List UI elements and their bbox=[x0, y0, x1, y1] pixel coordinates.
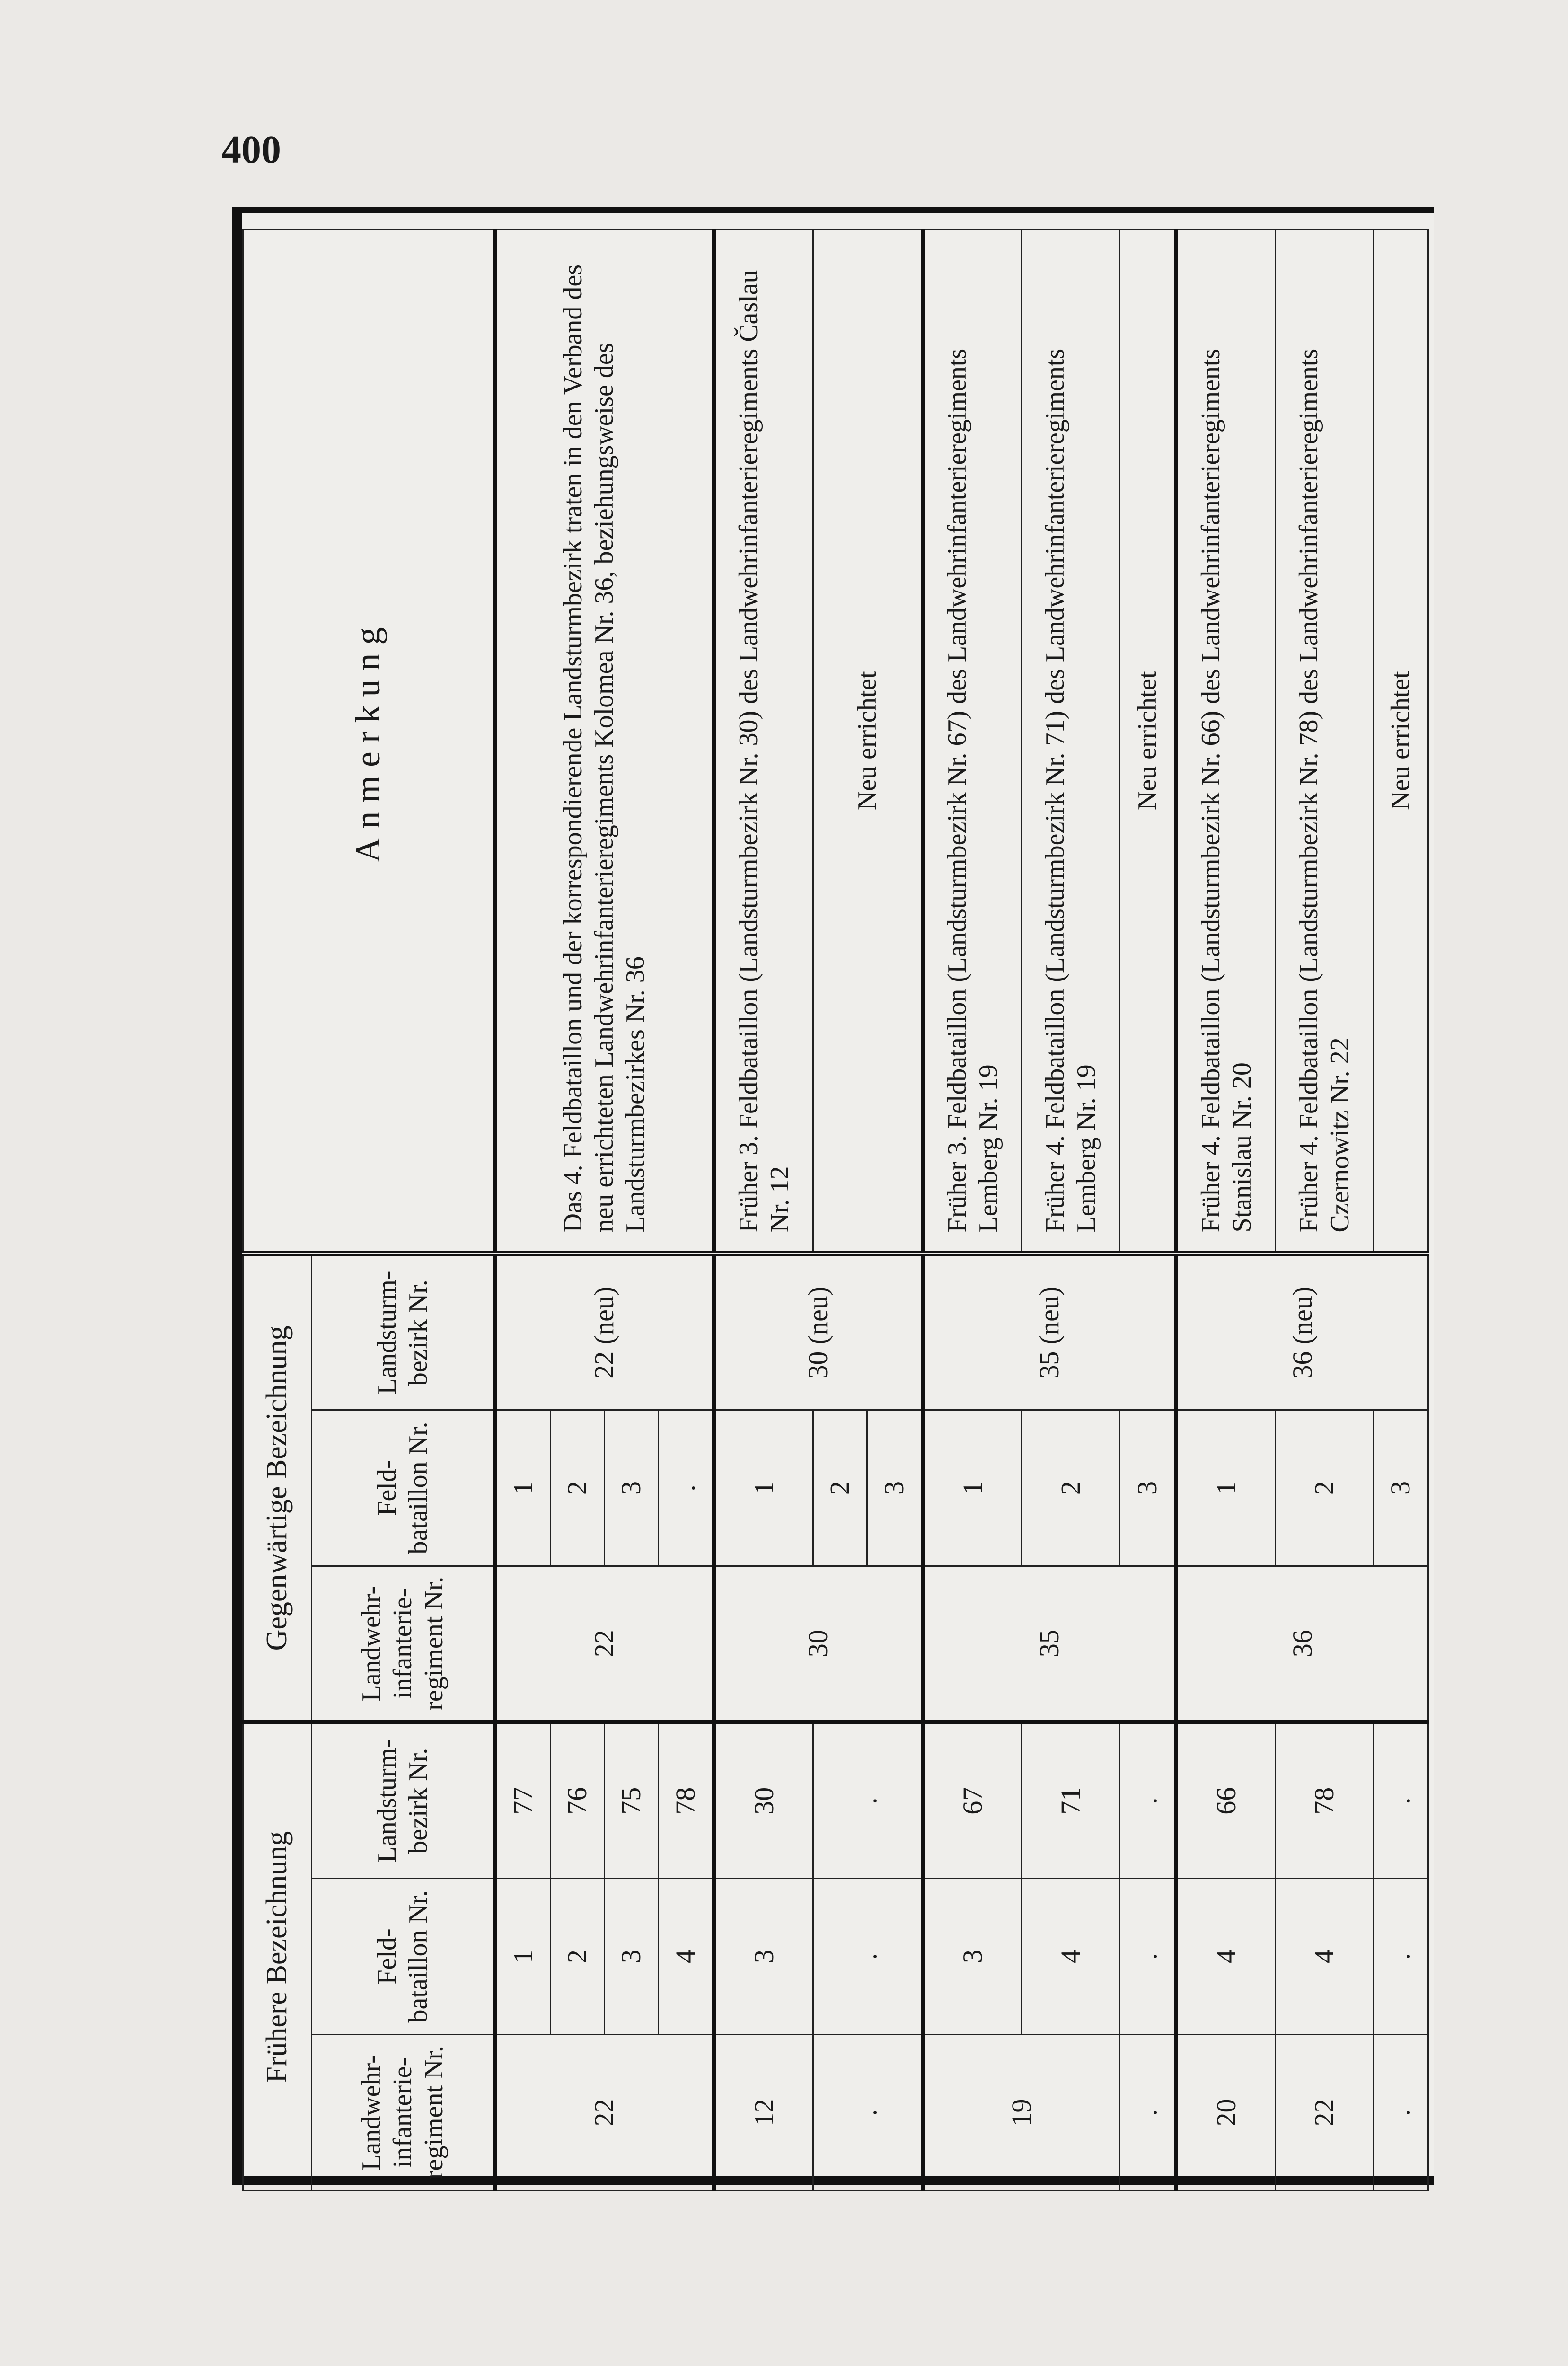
cur-lsb-cell: 36 (neu) bbox=[1176, 1254, 1428, 1410]
note-cell: Das 4. Feldbataillon und der korrespondierende Landsturmbezirk traten in den Verband des neu errichteten Landwehrinfanterieregiments Kolomea Nr. 36, beziehungsweise des Landsturmbezirkes Nr. 36 bbox=[495, 230, 714, 1254]
old-lir-cell: 22 bbox=[1276, 2035, 1373, 2191]
cur-lsb-cell: 22 (neu) bbox=[495, 1254, 714, 1410]
cur-fb-cell: 2 bbox=[813, 1410, 867, 1566]
old-lir-cell: . bbox=[1119, 2035, 1176, 2191]
old-lsb-cell: . bbox=[1119, 1722, 1176, 1878]
table-row bbox=[495, 230, 550, 2191]
old-fb-cell: 4 bbox=[1022, 1879, 1119, 2035]
old-lir-cell: 22 bbox=[495, 2035, 714, 2191]
table-row bbox=[1373, 230, 1428, 2191]
note-cell: Früher 3. Feldbataillon (Landsturmbezirk Nr. 67) des Landwehrinfanterieregiments Lemberg Nr. 19 bbox=[923, 230, 1022, 1254]
old-fb-cell: 3 bbox=[604, 1879, 658, 2035]
old-lsb-cell: . bbox=[1373, 1722, 1428, 1878]
cur-fb-cell: 3 bbox=[1373, 1410, 1428, 1566]
cur-fb-cell: 3 bbox=[1119, 1410, 1176, 1566]
cur-lir-cell: 22 bbox=[495, 1566, 714, 1722]
header-old-fb: Feld-bataillon Nr. bbox=[312, 1879, 495, 2035]
old-lir-cell: 12 bbox=[714, 2035, 813, 2191]
cur-lir-cell: 36 bbox=[1176, 1566, 1428, 1722]
old-lir-cell: . bbox=[1373, 2035, 1428, 2191]
table-row bbox=[1276, 230, 1373, 2191]
old-fb-cell: 2 bbox=[550, 1879, 604, 2035]
note-cell: Früher 4. Feldbataillon (Landsturmbezirk Nr. 71) des Landwehrinfanterieregiments Lemberg Nr. 19 bbox=[1022, 230, 1119, 1254]
header-cur-fb: Feld-bataillon Nr. bbox=[312, 1410, 495, 1566]
old-lsb-cell: 76 bbox=[550, 1722, 604, 1878]
cur-lir-cell: 30 bbox=[714, 1566, 923, 1722]
rotated-table-wrapper bbox=[242, 213, 1444, 2191]
old-lsb-cell: 66 bbox=[1176, 1722, 1276, 1878]
old-lsb-cell: 78 bbox=[1276, 1722, 1373, 1878]
cur-lsb-cell: 35 (neu) bbox=[923, 1254, 1176, 1410]
header-fruehere: Frühere Bezeichnung bbox=[243, 1722, 312, 2190]
cur-lsb-cell: 30 (neu) bbox=[714, 1254, 923, 1410]
note-cell: Neu errichtet bbox=[813, 230, 923, 1254]
old-lir-cell: 20 bbox=[1176, 2035, 1276, 2191]
cur-fb-cell: 2 bbox=[1276, 1410, 1373, 1566]
note-cell: Früher 4. Feldbataillon (Landsturmbezirk Nr. 78) des Landwehrinfanterieregiments Czernowitz Nr. 22 bbox=[1276, 230, 1373, 1254]
table-row bbox=[1176, 230, 1276, 2191]
table-row bbox=[714, 230, 813, 2191]
old-fb-cell: 4 bbox=[658, 1879, 714, 2035]
header-cur-lir: Landwehr-infanterie-regiment Nr. bbox=[312, 1566, 495, 1722]
old-fb-cell: 3 bbox=[923, 1879, 1022, 2035]
cur-fb-cell: 1 bbox=[495, 1410, 550, 1566]
old-lsb-cell: 77 bbox=[495, 1722, 550, 1878]
old-fb-cell: . bbox=[1373, 1879, 1428, 2035]
old-lsb-cell: 71 bbox=[1022, 1722, 1119, 1878]
cur-fb-cell: 3 bbox=[604, 1410, 658, 1566]
table-row bbox=[1119, 230, 1176, 2191]
cur-fb-cell: 2 bbox=[1022, 1410, 1119, 1566]
old-fb-cell: 4 bbox=[1176, 1879, 1276, 2035]
cur-fb-cell: 2 bbox=[550, 1410, 604, 1566]
cur-fb-cell: . bbox=[658, 1410, 714, 1566]
old-fb-cell: 1 bbox=[495, 1879, 550, 2035]
note-cell: Neu errichtet bbox=[1373, 230, 1428, 1254]
old-lir-cell: 19 bbox=[923, 2035, 1119, 2191]
old-lir-cell: . bbox=[813, 2035, 923, 2191]
header-gegenwaertige: Gegenwärtige Bezeichnung bbox=[243, 1254, 312, 1722]
old-lsb-cell: . bbox=[813, 1722, 923, 1878]
note-cell: Früher 3. Feldbataillon (Landsturmbezirk Nr. 30) des Landwehrinfanterieregiments Časlau Nr. 12 bbox=[714, 230, 813, 1254]
header-cur-lsb: Landsturm-bezirk Nr. bbox=[312, 1254, 495, 1410]
header-anmerkung: Anmerkung bbox=[243, 230, 495, 1254]
table-frame bbox=[232, 207, 1434, 2185]
old-fb-cell: 3 bbox=[714, 1879, 813, 2035]
old-lsb-cell: 75 bbox=[604, 1722, 658, 1878]
header-old-lsb: Landsturm-bezirk Nr. bbox=[312, 1722, 495, 1878]
note-cell: Früher 4. Feldbataillon (Landsturmbezirk Nr. 66) des Landwehrinfanterieregiments Stanislau Nr. 20 bbox=[1176, 230, 1276, 1254]
old-fb-cell: 4 bbox=[1276, 1879, 1373, 2035]
cur-fb-cell: 1 bbox=[923, 1410, 1022, 1566]
cur-fb-cell: 1 bbox=[1176, 1410, 1276, 1566]
table-row bbox=[923, 230, 1022, 2191]
cur-lir-cell: 35 bbox=[923, 1566, 1176, 1722]
cur-fb-cell: 1 bbox=[714, 1410, 813, 1566]
cur-fb-cell: 3 bbox=[867, 1410, 923, 1566]
old-lsb-cell: 30 bbox=[714, 1722, 813, 1878]
table-row bbox=[813, 230, 867, 2191]
header-old-lir: Landwehr-infanterie-regiment Nr. bbox=[312, 2035, 495, 2191]
page-number: 400 bbox=[221, 128, 281, 172]
old-lsb-cell: 78 bbox=[658, 1722, 714, 1878]
old-fb-cell: . bbox=[1119, 1879, 1176, 2035]
note-cell: Neu errichtet bbox=[1119, 230, 1176, 1254]
battalion-table bbox=[242, 229, 1429, 2191]
table-row bbox=[1022, 230, 1119, 2191]
old-lsb-cell: 67 bbox=[923, 1722, 1022, 1878]
old-fb-cell: . bbox=[813, 1879, 923, 2035]
